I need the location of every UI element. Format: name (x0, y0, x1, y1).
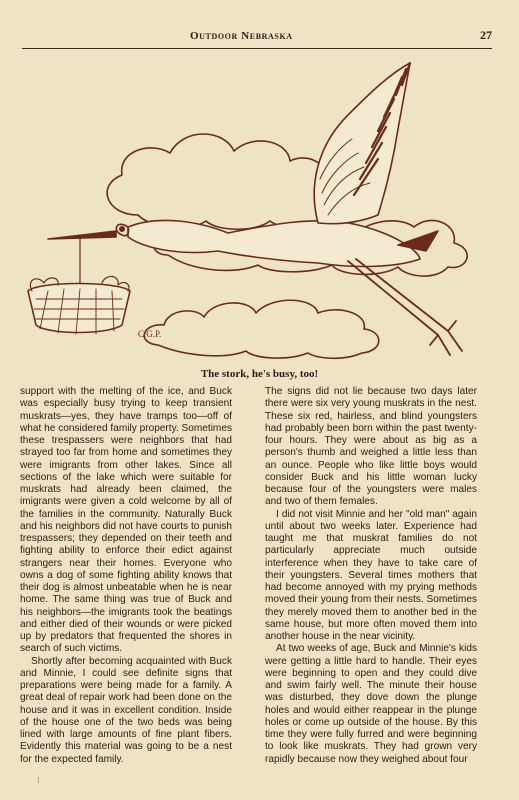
paragraph: Shortly after becoming acquainted with Buck and Minnie, I could see definite signs that preparations were being made for a family. A great deal of repair work had been done on the house and it was in excellent condition. Inside of the house one of the two beds was being lined with large amounts of fine plant fibers. Evidently this material was going to be a nest for the expected family. (20, 655, 232, 765)
running-header (22, 30, 492, 49)
paragraph: support with the melting of the ice, and Buck was especially busy trying to keep transient muskrats—yes, they have tramps too—off of what he considered family property. Sometimes these trespassers were neighbors that had strayed too far from home and sometimes they were imigrants from other lakes. Since all sections of the lake which were suitable for muskrats had already been claimed, the imigrants were given a cold welcome by all of the families in the community. Naturally Buck and his neighbors did not have courts to punish trespassers; they depended on their teeth and fighting ability to enforce their edict against strangers near their homes. Everyone who owns a dog of some fighting ability knows that their dog is almost unbeatable when he is near home. The same thing was true of Buck and his neighbors—the imigrants took the beatings and either died of their wounds or were picked up by predators that frequented the shores in search of such victims. (20, 386, 232, 655)
basket (28, 276, 130, 334)
magazine-title: Outdoor Nebraska (190, 30, 293, 42)
paragraph: The signs did not lie because two days later there were six very young muskrats in the nest. These six red, hairless, and blind youngsters had probably been born within the past twenty-four hours. They were about as big as a person's thumb and weighed a little less than an ounce. People who like little boys would consider Buck and his little woman lucky because four of the youngsters were males and two of them females. (265, 386, 477, 508)
stork-legs (348, 259, 462, 355)
paragraph: At two weeks of age, Buck and Minnie's kids were getting a little hard to handle. Their eyes were beginning to open and they could dive and swim fairly well. The minute their house was disturbed, they dove down the plunge holes and would either reappear in the plunge holes or come up outside of the house. By this time they were fully furred and were beginning to look like muskrats. They had grown very rapidly because now they weighed about four (265, 643, 477, 765)
stork-wing (314, 63, 410, 224)
artist-signature: C.G.P. (138, 329, 162, 339)
stork-body (128, 220, 420, 266)
page-number: 27 (480, 28, 492, 42)
paragraph: I did not visit Minnie and her "old man" again until about two weeks later. Experience had taught me that muskrat families do not particularly appreciate much outside interference when they have to take care of their youngsters. Several times mothers that had become annoyed with my prying methods moved their young from their nests. Sometimes they merely moved them to another bed in the same house, but more often moved them into another house in the near vicinity. (265, 508, 477, 642)
stork-beak (48, 231, 116, 239)
stork-illustration (18, 55, 498, 370)
right-column (265, 386, 477, 766)
lower-cloud (144, 300, 379, 358)
left-column (20, 386, 232, 766)
upper-cloud (107, 134, 340, 229)
fold-mark: ⁝ (37, 775, 40, 785)
illustration-caption: The stork, he's busy, too! (200, 368, 319, 380)
